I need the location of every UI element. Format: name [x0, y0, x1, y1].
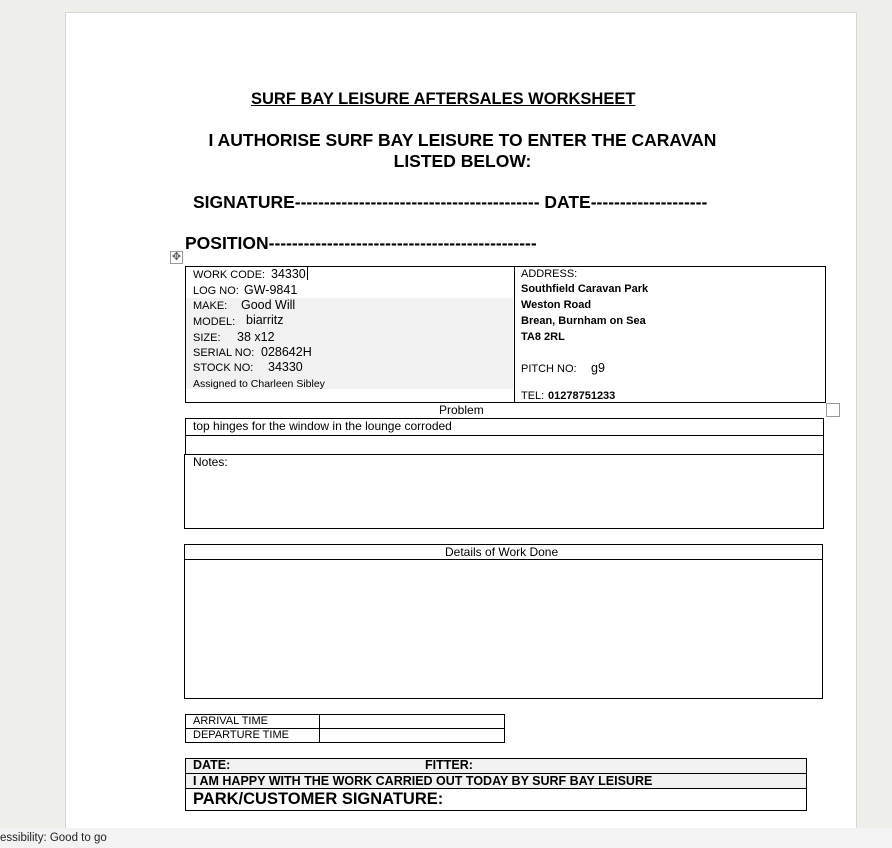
arrival-time-input[interactable]: [319, 714, 505, 729]
accessibility-status[interactable]: essibility: Good to go: [0, 832, 107, 844]
address-line-2[interactable]: Weston Road: [521, 299, 592, 311]
problem-description[interactable]: top hinges for the window in the lounge corroded: [193, 419, 452, 433]
stock-no-value[interactable]: 34330: [268, 360, 303, 374]
departure-time-input[interactable]: [319, 728, 505, 743]
shaded-fields-area: [186, 298, 513, 389]
signature-date-line: SIGNATURE------------------------------------------ DATE--------------------: [193, 192, 708, 212]
work-done-cell[interactable]: [184, 559, 823, 699]
size-value[interactable]: 38 x12: [237, 330, 275, 344]
address-label: ADDRESS:: [521, 268, 578, 280]
work-code-label: WORK CODE:: [193, 269, 266, 281]
status-bar: [0, 828, 892, 848]
authorisation-statement: I AUTHORISE SURF BAY LEISURE TO ENTER THE CARAVAN LISTED BELOW:: [208, 130, 717, 171]
date-fitter-row[interactable]: [185, 758, 807, 774]
notes-label: Notes:: [193, 455, 228, 469]
notes-cell[interactable]: [184, 454, 824, 529]
table-resize-handle[interactable]: [826, 403, 840, 417]
address-line-3[interactable]: Brean, Burnham on Sea: [521, 315, 646, 327]
text-cursor: [307, 267, 308, 280]
customer-signature-label: PARK/CUSTOMER SIGNATURE:: [193, 790, 444, 808]
happy-statement: I AM HAPPY WITH THE WORK CARRIED OUT TODAY BY SURF BAY LEISURE: [193, 774, 653, 788]
signoff-date-label: DATE:: [193, 758, 231, 772]
pitch-no-label: PITCH NO:: [521, 363, 577, 375]
tel-value[interactable]: 01278751233: [548, 390, 616, 402]
problem-blank-row[interactable]: [185, 435, 824, 455]
problem-header: Problem: [439, 403, 484, 417]
log-no-value[interactable]: GW-9841: [244, 283, 298, 297]
tel-label: TEL:: [521, 390, 545, 402]
assigned-to: Assigned to Charleen Sibley: [193, 378, 325, 390]
make-value[interactable]: Good Will: [241, 298, 296, 312]
model-value[interactable]: biarritz: [246, 313, 284, 327]
work-done-header: Details of Work Done: [445, 545, 559, 559]
table-move-handle-icon[interactable]: ✥: [171, 251, 182, 263]
size-label: SIZE:: [193, 332, 221, 344]
worksheet-title: SURF BAY LEISURE AFTERSALES WORKSHEET: [251, 90, 636, 108]
serial-no-value[interactable]: 028642H: [261, 345, 312, 359]
stock-no-label: STOCK NO:: [193, 362, 254, 374]
work-code-value[interactable]: 34330: [271, 267, 306, 281]
log-no-label: LOG NO:: [193, 285, 239, 297]
model-label: MODEL:: [193, 316, 236, 328]
fitter-label: FITTER:: [425, 758, 473, 772]
address-line-1[interactable]: Southfield Caravan Park: [521, 283, 649, 295]
serial-no-label: SERIAL NO:: [193, 347, 255, 359]
departure-time-label: DEPARTURE TIME: [193, 729, 289, 741]
pitch-no-value[interactable]: g9: [591, 361, 605, 375]
make-label: MAKE:: [193, 300, 228, 312]
arrival-time-label: ARRIVAL TIME: [193, 715, 268, 727]
position-line: POSITION----------------------------------------------: [185, 233, 537, 253]
address-line-4[interactable]: TA8 2RL: [521, 331, 565, 343]
